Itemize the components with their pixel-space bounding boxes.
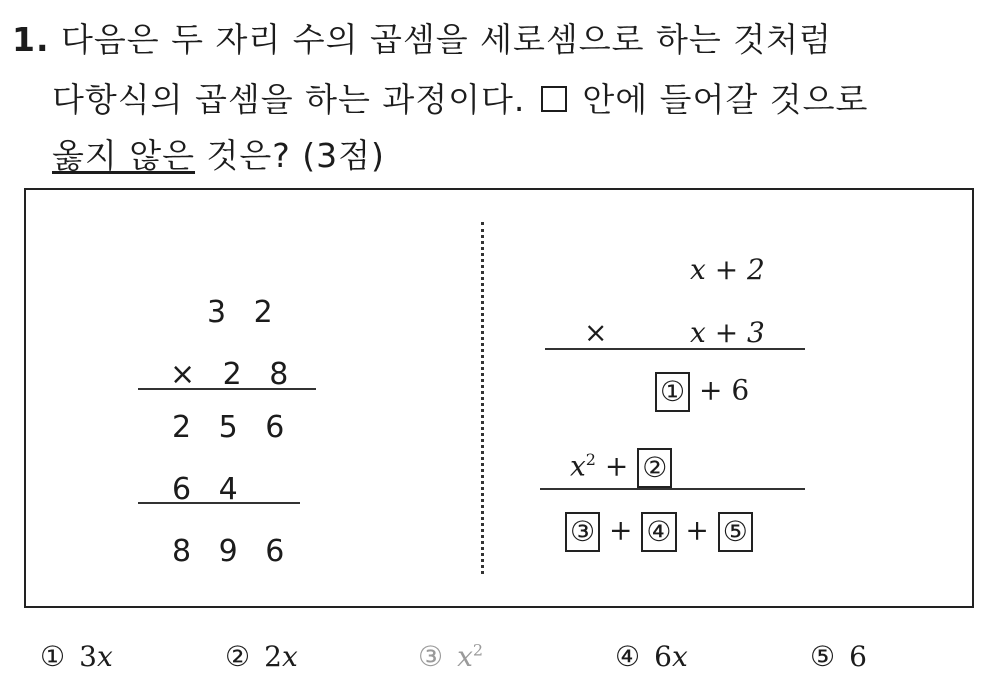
blank-box-5: ⑤ (718, 512, 753, 552)
right-row-times-sign: × (584, 316, 608, 349)
blank-box-2: ② (637, 448, 672, 488)
question-line-2 (52, 74, 868, 121)
choice-5-mark: ⑤ (810, 640, 836, 673)
right-row-partial-1: ① + 6 (655, 372, 749, 412)
left-row-partial-1: 2 5 6 (172, 410, 294, 445)
right-rule-1 (545, 348, 805, 350)
question-text-line-3-rest: 것은? (3점) (206, 136, 385, 175)
question-text-line-2-before: 다항식의 곱셈을 하는 과정이다. (52, 80, 526, 119)
question-line-3 (52, 130, 385, 177)
dotted-divider (481, 222, 484, 574)
left-row-multiplier: × 2 8 (170, 357, 298, 392)
blank-box-1: ① (655, 372, 690, 412)
blank-box-3: ③ (565, 512, 600, 552)
choice-3-mark: ③ (418, 640, 444, 673)
question-text-line-1: 다음은 두 자리 수의 곱셈을 세로셈으로 하는 것처럼 (61, 20, 832, 59)
choice-1-mark: ① (40, 640, 66, 673)
question-line-1 (12, 14, 832, 61)
choice-4-mark: ④ (615, 640, 641, 673)
choice-3[interactable]: ③ $x^2$ (418, 640, 484, 673)
blank-box-4: ④ (641, 512, 676, 552)
exponent: 2 (585, 450, 596, 470)
choice-4[interactable]: ④ 6x (615, 640, 688, 673)
question-text-line-2-after: 안에 들어갈 것으로 (582, 80, 869, 119)
right-row-result: ③ + ④ + ⑤ (565, 512, 753, 552)
left-rule-2 (138, 502, 300, 504)
question-emphasis-not-correct: 옳지 않은 (52, 136, 196, 175)
choice-2[interactable]: ② 2x (225, 640, 298, 673)
right-row-multiplicand: x + 2 (690, 253, 765, 286)
choice-2-mark: ② (225, 640, 251, 673)
blank-box-icon (541, 86, 567, 112)
right-row-multiplier: x + 3 (690, 316, 765, 349)
right-rule-2 (540, 488, 805, 490)
left-rule-1 (138, 388, 316, 390)
choice-1[interactable]: ① 3x (40, 640, 113, 673)
choice-5[interactable]: ⑤ 6 (810, 640, 867, 673)
calculation-frame (24, 188, 974, 608)
left-row-partial-2: 6 4 (172, 472, 247, 507)
left-row-result: 8 9 6 (172, 534, 294, 569)
left-row-multiplicand: 3 2 (207, 295, 282, 330)
question-number: 1. (12, 20, 50, 59)
right-row-partial-2: $x^2$ + ② (570, 448, 672, 488)
